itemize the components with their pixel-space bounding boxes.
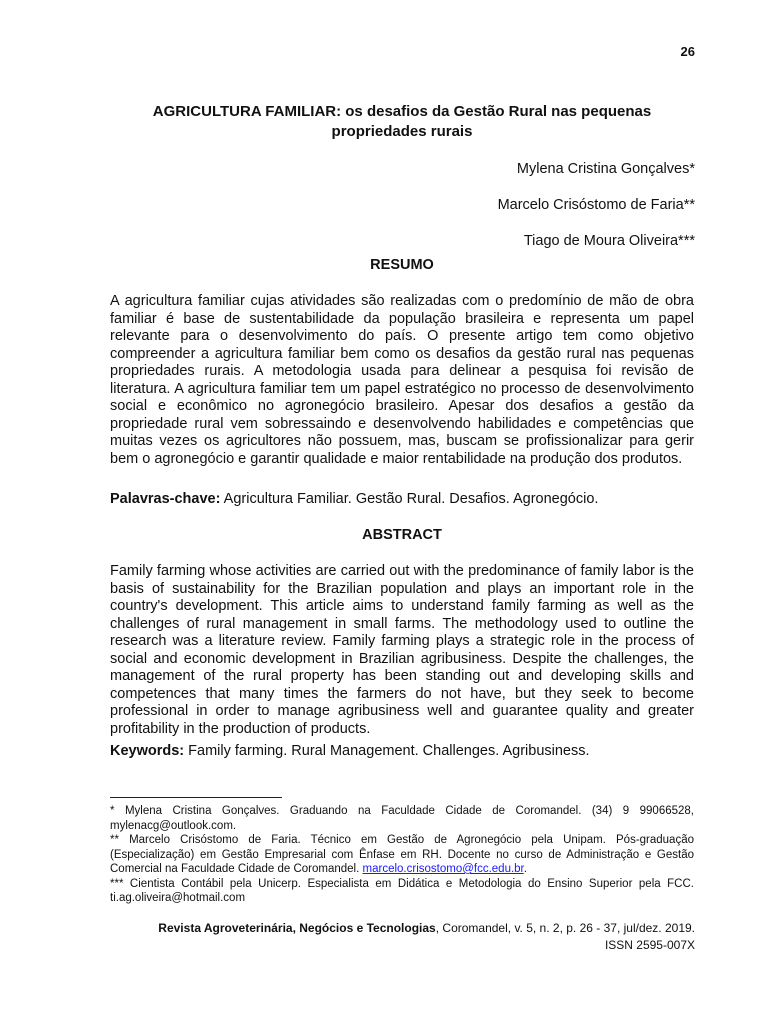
footnote-2 <box>110 833 694 877</box>
article-title <box>110 102 694 142</box>
abstract-keywords <box>110 743 694 761</box>
journal-name: Revista Agroveterinária, Negócios e Tecnologias <box>158 921 436 935</box>
resumo-body: A agricultura familiar cujas atividades são realizadas com o predomínio de mão de obra familiar é base de sustentabilidade da população brasileira e representa um papel relevante para o desenvolvimento do país. O presente artigo tem como objetivo compreender a agricultura familiar bem como os desafios da gestão rural nas pequenas propriedades rurais. A metodologia usada para delinear a pesquisa foi revisão de literatura. A agricultura familiar tem um papel estratégico no processo de desenvolvimento social e econômico no agronegócio brasileiro. Apesar dos desafios a gestão da propriedade rural vem sobressaindo e desenvolvendo habilidades e competências que muitas vezes os agricultores não possuem, mas, buscam se profissionalizar para gerir bem o agronegócio e garantir qualidade e maior rentabilidade na produção dos produtos. <box>110 293 694 467</box>
author-3: Tiago de Moura Oliveira*** <box>523 233 695 249</box>
abstract-heading: ABSTRACT <box>362 527 442 543</box>
footnote-1: * Mylena Cristina Gonçalves. Graduando na Faculdade Cidade de Coromandel. (34) 9 99066528, mylenacg@outlook.com. <box>110 805 694 832</box>
journal-details: , Coromandel, v. 5, n. 2, p. 26 - 37, jul/dez. 2019. <box>435 921 695 935</box>
abstract-body: Family farming whose activities are carried out with the predominance of family labor is the basis of sustainability for the Brazilian population and plays an important role in the country's development. This article aims to understand family farming as well as the challenges of rural management in small farms. The methodology used to outline the research was a literature review. Family farming plays a strategic role in the process of social and economic development in Brazilian agribusiness. Despite the challenges, the management of the rural property has been standing out and developing skills and competences that many times the farmers do not have, but they seek to become professional in order to manage agribusiness well and guarantee quality and greater profitability in the production of products. <box>110 563 694 737</box>
page-number: 26 <box>680 44 695 59</box>
author-list <box>498 160 695 268</box>
resumo-keywords <box>110 491 694 509</box>
resumo-keywords-label: Palavras-chave: <box>110 491 221 507</box>
journal-citation <box>158 920 695 954</box>
abstract-keywords-text: Family farming. Rural Management. Challenges. Agribusiness. <box>188 743 590 759</box>
resumo-keywords-text: Agricultura Familiar. Gestão Rural. Desafios. Agronegócio. <box>223 491 599 507</box>
author-1: Mylena Cristina Gonçalves* <box>516 161 695 177</box>
footnote-2-email-link[interactable]: marcelo.crisostomo@fcc.edu.br <box>362 863 524 875</box>
title-line-2: propriedades rurais <box>331 123 473 140</box>
footnote-rule <box>110 797 282 798</box>
title-line-1: AGRICULTURA FAMILIAR: os desafios da Gestão Rural nas pequenas <box>152 103 652 120</box>
footnote-2-text: ** Marcelo Crisóstomo de Faria. Técnico em Gestão de Agronegócio pela Unipam. Pós-graduação (Especialização) em Gestão Empresarial com Ênfase em RH. Docente no curso de Administração e Gestão Comercial na Faculdade Cidade de Coromandel. <box>110 834 694 875</box>
journal-citation-line <box>158 920 695 937</box>
abstract-keywords-label: Keywords: <box>110 743 185 759</box>
journal-issn: ISSN 2595-007X <box>604 938 695 952</box>
author-2: Marcelo Crisóstomo de Faria** <box>497 197 695 213</box>
footnote-2-end: . <box>523 863 527 875</box>
resumo-heading: RESUMO <box>370 257 434 273</box>
footnote-3: *** Cientista Contábil pela Unicerp. Especialista em Didática e Metodologia do Ensino Superior pela FCC. ti.ag.oliveira@hotmail.com <box>110 877 694 904</box>
footnotes <box>110 804 694 906</box>
